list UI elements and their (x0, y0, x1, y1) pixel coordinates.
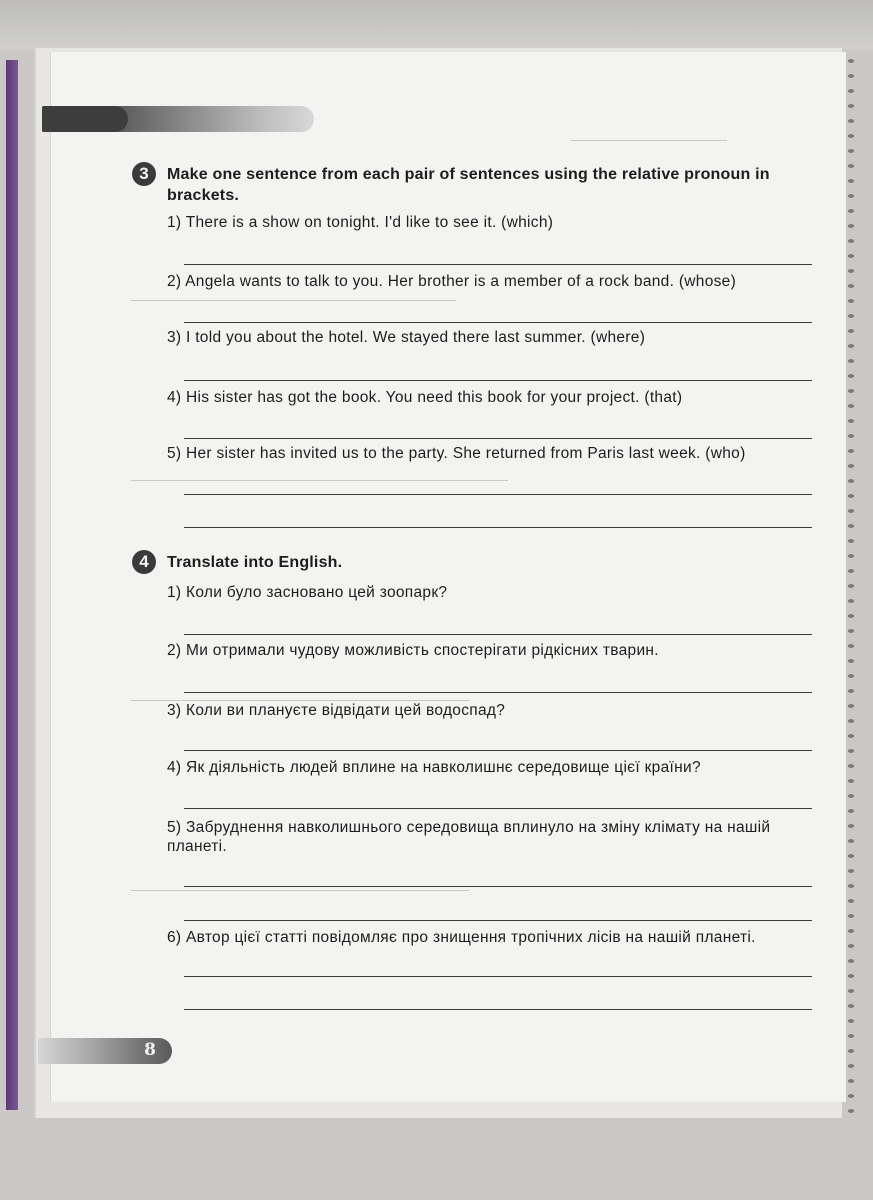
answer-line[interactable] (184, 976, 812, 977)
spiral-binding (843, 55, 859, 1115)
answer-line[interactable] (184, 808, 812, 809)
exercise-item: 5) Her sister has invited us to the party. She returned from Paris last week. (who) (167, 445, 746, 462)
exercise-item: 4) His sister has got the book. You need this book for your project. (that) (167, 389, 683, 406)
answer-line[interactable] (184, 322, 812, 323)
bleed-through: ————————————————————————— (131, 292, 456, 307)
exercise-title: Translate into English. (167, 554, 343, 571)
book-cover-edge (6, 60, 18, 1110)
answer-line[interactable] (184, 438, 812, 439)
exercise-number-badge: 3 (132, 162, 156, 186)
bleed-through: ———————————— (571, 132, 727, 147)
exercise-item: 2) Ми отримали чудову можливість спостерігати рідкісних тварин. (167, 642, 659, 659)
answer-line[interactable] (184, 1009, 812, 1010)
page-number: 8 (144, 1040, 156, 1060)
answer-line[interactable] (184, 692, 812, 693)
exercise-item: 1) There is a show on tonight. I'd like to see it. (which) (167, 214, 554, 231)
exercise-item: 5) Забруднення навколишнього середовища вплинуло на зміну клімату на нашій планеті. (167, 819, 771, 855)
exercise-item: 3) I told you about the hotel. We stayed there last summer. (where) (167, 329, 646, 346)
exercise-item: 1) Коли було засновано цей зоопарк? (167, 584, 448, 601)
answer-line[interactable] (184, 750, 812, 751)
answer-line[interactable] (184, 494, 812, 495)
exercise-item: 3) Коли ви плануєте відвідати цей водоспад? (167, 702, 506, 719)
scan-background (0, 0, 873, 50)
answer-line[interactable] (184, 920, 812, 921)
exercise-item: 2) Angela wants to talk to you. Her brother is a member of a rock band. (whose) (167, 273, 737, 290)
answer-line[interactable] (184, 886, 812, 887)
exercise-number-badge: 4 (132, 550, 156, 574)
bleed-through: ————————————————————————————— (131, 472, 508, 487)
answer-line[interactable] (184, 527, 812, 528)
bleed-through: —————————————————————————— (131, 692, 469, 707)
answer-line[interactable] (184, 264, 812, 265)
answer-line[interactable] (184, 380, 812, 381)
exercise-title: Make one sentence from each pair of sentences using the relative pronoun in brackets. (167, 166, 770, 204)
exercise-item: 4) Як діяльність людей вплине на навколишнє середовище цієї країни? (167, 759, 701, 776)
bleed-through: —————————————————————————— (131, 882, 469, 897)
header-bar (42, 106, 314, 132)
exercise-item: 6) Автор цієї статті повідомляє про знищення тропічних лісів на нашій планеті. (167, 929, 756, 946)
answer-line[interactable] (184, 634, 812, 635)
